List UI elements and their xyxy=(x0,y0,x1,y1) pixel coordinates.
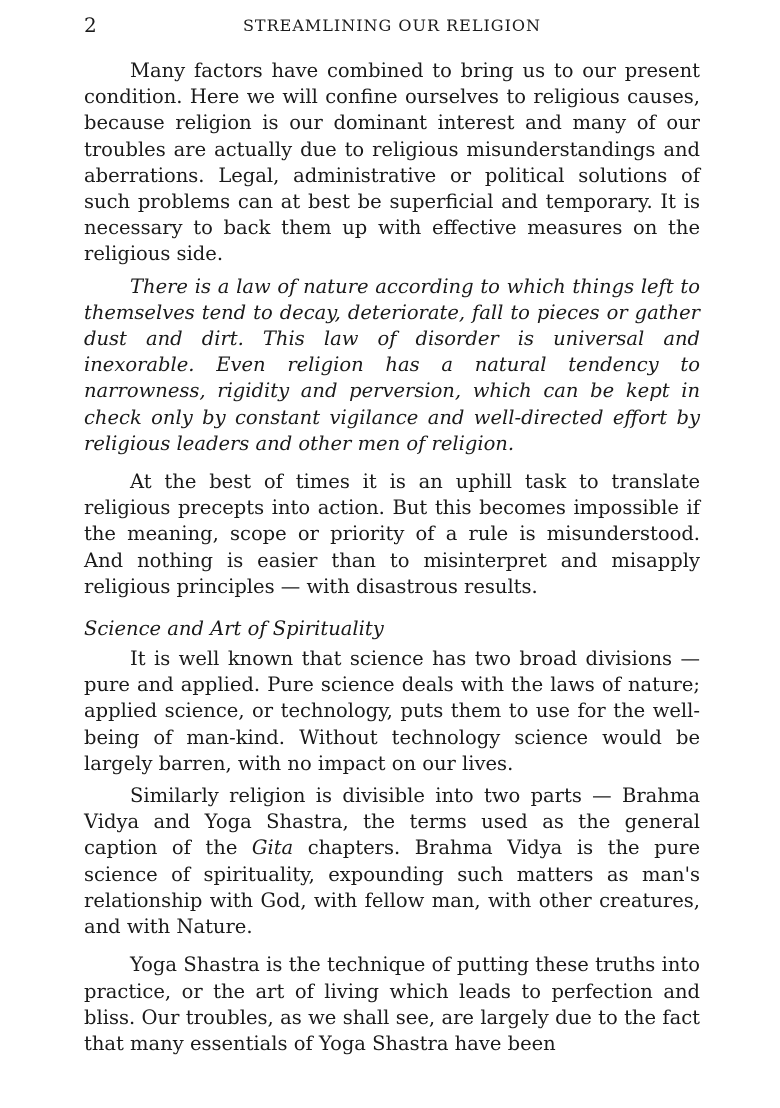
paragraph-1: Many factors have combined to bring us to our present condition. Here we will confine ourselves to religious causes, because religion is our dominant interest and many of our troubles are actually due to religious misunderstandings and aberrations. Legal, administrative or political solutions of such problems can at best be superficial and temporary. It is necessary to back them up with effective measures on the religious side. xyxy=(84,59,700,266)
paragraph-2: There is a law of nature according to which things left to themselves tend to decay, deteriorate, fall to pieces or gather dust and dirt. This law of disorder is universal and inexorable. Even religion has a natural tendency to narrowness, rigidity and perversion, which can be kept in check only by constant vigilance and well-directed effort by religious leaders and other men of religion. xyxy=(84,274,700,455)
paragraph-5-part-b: chapters. Brahma Vidya is the pure science of spirituality, expounding such matters as man's relationship with God, with fellow man, with other creatures, and with Nature. xyxy=(84,836,700,939)
paragraph-3: At the best of times it is an uphill task to translate religious precepts into action. But this becomes impossible if the meaning, scope or priority of a rule is misunderstood. And nothing is easier than to misinterpret and misapply religious principles — with disastrous results. xyxy=(84,470,700,598)
page-number: 2 xyxy=(84,13,97,37)
page-body xyxy=(84,58,700,1057)
page-header xyxy=(84,10,700,40)
paragraph-4: It is well known that science has two broad divisions — pure and applied. Pure science deals with the laws of nature; applied science, or technology, puts them to use for the well-being of man-kind. Without technology science would be largely barren, with no impact on our lives. xyxy=(84,647,700,775)
paragraph-5 xyxy=(84,783,700,940)
section-heading: Science and Art of Spirituality xyxy=(84,617,384,641)
gita-title: Gita xyxy=(251,836,294,860)
paragraph-6: Yoga Shastra is the technique of putting these truths into practice, or the art of living which leads to perfection and bliss. Our troubles, as we shall see, are largely due to the fact that many essentials of Yoga Shastra have been xyxy=(84,953,700,1055)
running-head: STREAMLINING OUR RELIGION xyxy=(242,16,542,35)
paragraph-5-part-a: Similarly religion is divisible into two parts — Brahma Vidya and Yoga Shastra, the terms used as the general caption of the xyxy=(84,784,700,860)
